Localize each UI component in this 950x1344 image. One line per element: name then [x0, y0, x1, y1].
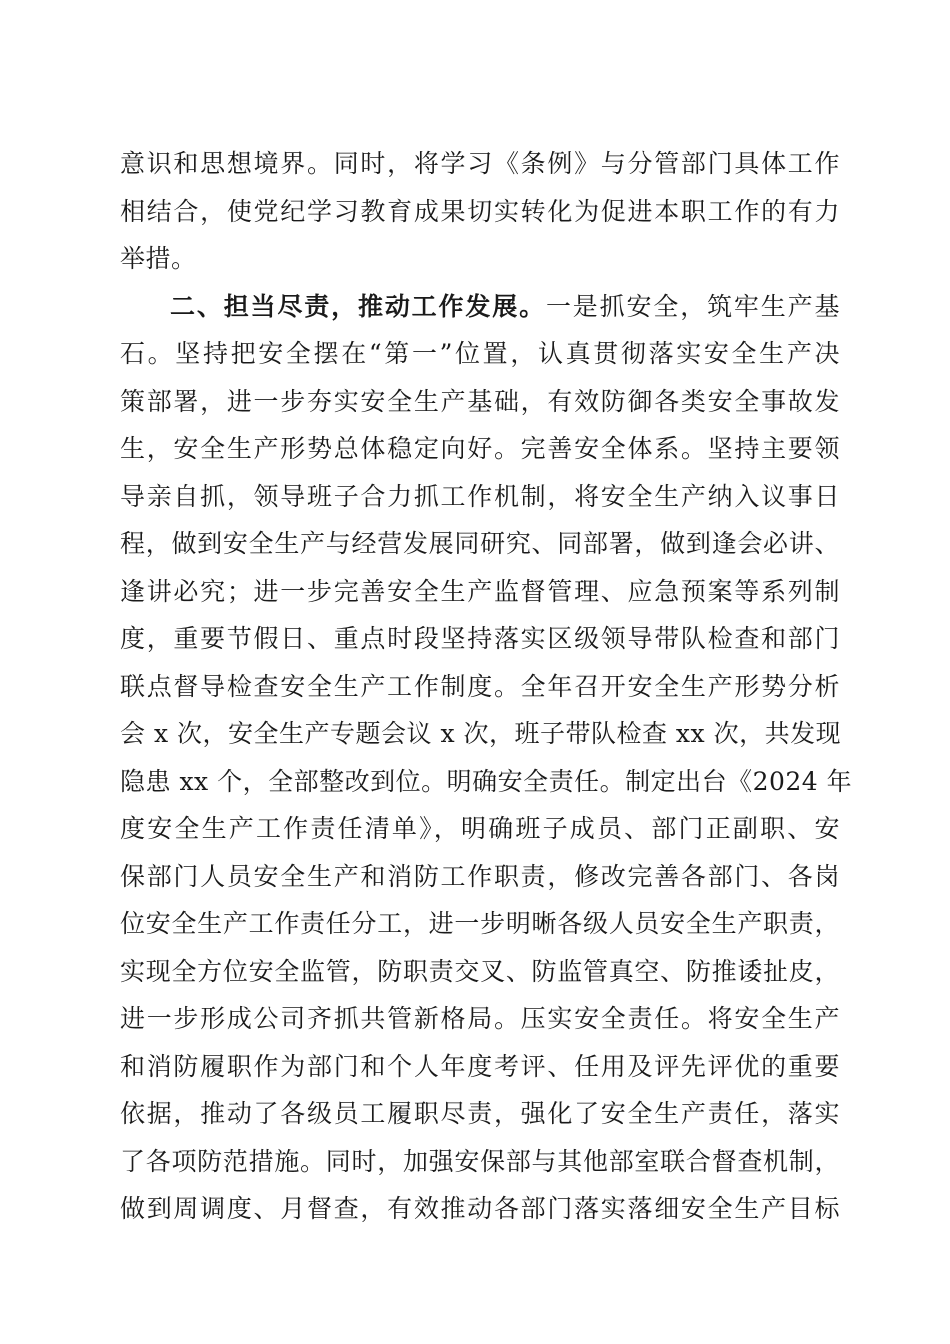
paragraph2-line: 会 x 次，安全生产专题会议 x 次，班子带队检查 xx 次，共发现	[120, 719, 842, 748]
paragraph2-first-line	[120, 283, 840, 331]
section-heading: 二、担当尽责，推动工作发展。	[170, 291, 546, 321]
paragraph2-line: 度安全生产工作责任清单》，明确班子成员、部门正副职、安	[120, 814, 840, 843]
paragraph2-first-line-text: 一是抓安全，筑牢生产基	[545, 291, 840, 321]
paragraph2-line: 进一步形成公司齐抓共管新格局。压实安全责任。将安全生产	[120, 1004, 840, 1033]
paragraph2-line: 石。坚持把安全摆在“第一”位置，认真贯彻落实安全生产决	[120, 339, 840, 368]
paragraph2-line: 策部署，进一步夯实安全生产基础，有效防御各类安全事故发	[120, 386, 840, 416]
paragraph2-line: 位安全生产工作责任分工，进一步明晰各级人员安全生产职责，	[120, 909, 840, 938]
paragraph1-line-3: 举措。	[120, 244, 197, 273]
paragraph2-line: 依据，推动了各级员工履职尽责，强化了安全生产责任，落实	[120, 1099, 840, 1128]
paragraph2-line: 度，重要节假日、重点时段坚持落实区级领导带队检查和部门	[120, 624, 840, 653]
paragraph2-line: 实现全方位安全监管，防职责交叉、防监管真空、防推诿扯皮，	[120, 956, 840, 986]
paragraph2-line: 保部门人员安全生产和消防工作职责，修改完善各部门、各岗	[120, 861, 840, 891]
paragraph1-line-2: 相结合，使党纪学习教育成果切实转化为促进本职工作的有力	[120, 196, 840, 226]
paragraph2-line: 导亲自抓，领导班子合力抓工作机制，将安全生产纳入议事日	[120, 481, 840, 511]
document-body	[120, 140, 853, 1233]
paragraph2-line: 做到周调度、月督查，有效推动各部门落实落细安全生产目标	[120, 1194, 840, 1223]
paragraph2-line: 和消防履职作为部门和个人年度考评、任用及评先评优的重要	[120, 1051, 840, 1081]
paragraph2-line: 程，做到安全生产与经营发展同研究、同部署，做到逢会必讲、	[120, 529, 840, 558]
paragraph2-line: 逢讲必究；进一步完善安全生产监督管理、应急预案等系列制	[120, 576, 840, 606]
paragraph1-line-1: 意识和思想境界。同时，将学习《条例》与分管部门具体工作	[120, 149, 840, 178]
paragraph2-line: 联点督导检查安全生产工作制度。全年召开安全生产形势分析	[120, 671, 840, 701]
paragraph2-line: 隐患 xx 个，全部整改到位。明确安全责任。制定出台《2024 年	[120, 766, 853, 796]
paragraph2-line: 生，安全生产形势总体稳定向好。完善安全体系。坚持主要领	[120, 434, 840, 463]
paragraph2-line: 了各项防范措施。同时，加强安保部与其他部室联合督查机制，	[120, 1146, 840, 1176]
